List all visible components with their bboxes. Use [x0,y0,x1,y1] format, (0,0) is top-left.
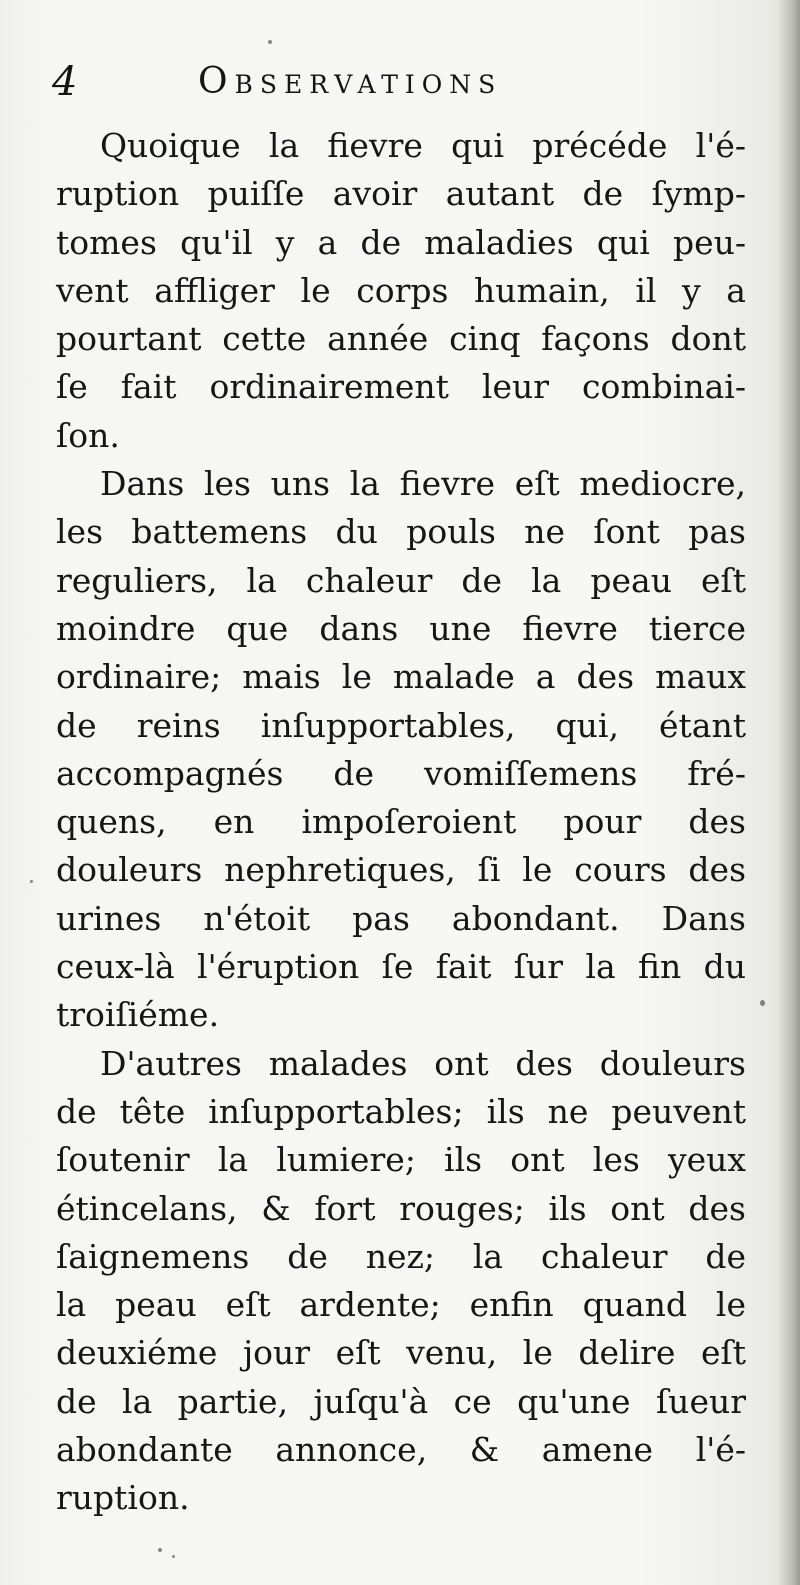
ink-speck [760,1000,765,1006]
text-line: urines n'étoit pas abondant. Dans [56,898,746,938]
text-line: les battemens du pouls ne ſont pas [56,512,746,552]
text-line: ſaignemens de nez; la chaleur de [56,1236,746,1276]
page-number: 4 [52,59,78,105]
text-line: pourtant cette année cinq façons dont [56,319,746,359]
text-line: abondante annonce, & amene l'é- [56,1430,746,1470]
ink-speck [172,1555,175,1558]
text-line: Quoique la fievre qui précéde l'é- [100,126,746,165]
running-head: Observations [198,61,503,102]
text-line: deuxiéme jour eſt venu, le delire eſt [56,1333,746,1373]
text-line: accompagnés de vomiſſemens fré- [56,753,746,793]
text-line: quens, en impoſeroient pour des [56,802,746,842]
text-line: de tête inſupportables; ils ne peuvent [56,1091,746,1131]
text-line: de la partie, juſqu'à ce qu'une ſueur [56,1381,746,1421]
page-header [52,59,752,122]
paragraph-2 [56,460,746,1040]
text-line: troiſiéme. [56,995,220,1035]
ink-speck [268,40,272,44]
text-line: étincelans, & fort rouges; ils ont des [56,1188,746,1228]
ink-speck [30,880,33,883]
text-line: vent affliger le corps humain, il y a [56,270,746,310]
text-line: ordinaire; mais le malade a des maux [56,657,746,697]
text-line: reguliers, la chaleur de la peau eſt [56,560,746,600]
text-line: Dans les uns la fievre eſt mediocre, [100,464,746,504]
text-line: ſoutenir la lumiere; ils ont les yeux [56,1140,746,1180]
ink-speck [158,1548,162,1552]
text-line: de reins inſupportables, qui, étant [56,705,746,745]
paragraph-3 [56,1040,746,1523]
text-line: ſon. [56,415,120,455]
text-line: ruption. [56,1478,190,1518]
text-line: la peau eſt ardente; enfin quand le [56,1285,746,1325]
text-line: ruption puiſſe avoir autant de ſymp- [56,174,746,214]
text-line: ceux-là l'éruption ſe fait ſur la fin du [56,947,746,987]
text-line: moindre que dans une fievre tierce [56,608,746,648]
text-line: tomes qu'il y a de maladies qui peu- [56,222,746,262]
body-text [56,122,746,1523]
page-edge-shadow [778,0,800,1585]
text-line: ſe fait ordinairement leur combinai- [56,367,746,407]
text-line: douleurs nephretiques, ſi le cours des [56,850,746,890]
text-line: D'autres malades ont des douleurs [100,1043,746,1083]
paragraph-1 [56,122,746,460]
